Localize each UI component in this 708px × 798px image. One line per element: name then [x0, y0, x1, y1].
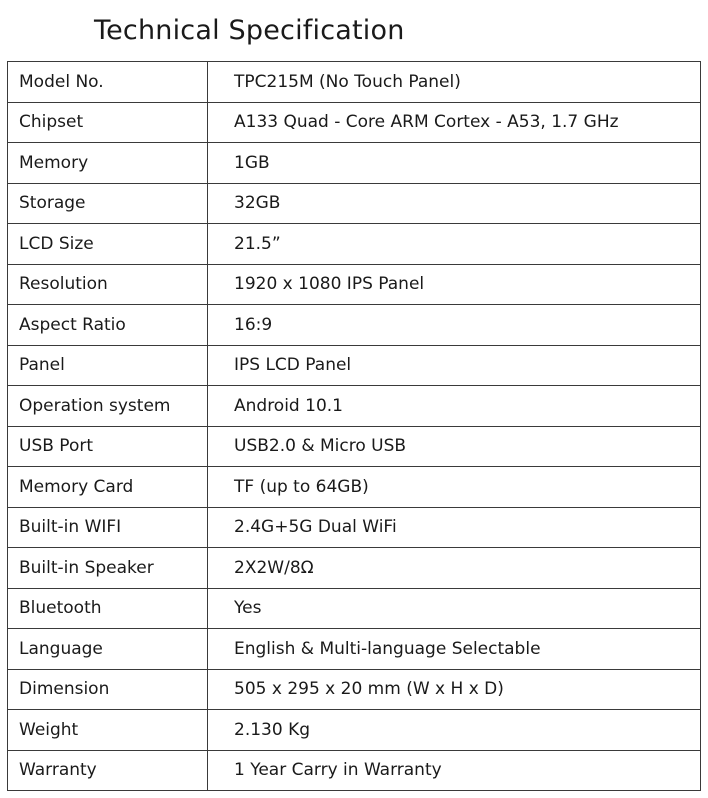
- spec-value: 1920 x 1080 IPS Panel: [208, 264, 701, 305]
- spec-value: TPC215M (No Touch Panel): [208, 62, 701, 103]
- table-row: [8, 710, 701, 751]
- table-row: [8, 345, 701, 386]
- spec-value: USB2.0 & Micro USB: [208, 426, 701, 467]
- table-row: [8, 629, 701, 670]
- spec-table-body: [8, 62, 701, 791]
- spec-label: Storage: [8, 183, 208, 224]
- table-row: [8, 224, 701, 265]
- spec-label: Language: [8, 629, 208, 670]
- spec-label: Resolution: [8, 264, 208, 305]
- spec-label: Memory Card: [8, 467, 208, 508]
- spec-value: 16:9: [208, 305, 701, 346]
- spec-value: TF (up to 64GB): [208, 467, 701, 508]
- spec-value: 32GB: [208, 183, 701, 224]
- table-row: [8, 548, 701, 589]
- table-row: [8, 62, 701, 103]
- table-row: [8, 102, 701, 143]
- spec-table: [7, 61, 701, 791]
- spec-label: Warranty: [8, 750, 208, 791]
- spec-label: Bluetooth: [8, 588, 208, 629]
- spec-label: Model No.: [8, 62, 208, 103]
- spec-label: Weight: [8, 710, 208, 751]
- table-row: [8, 305, 701, 346]
- spec-value: 1GB: [208, 143, 701, 184]
- spec-value: 2.130 Kg: [208, 710, 701, 751]
- table-row: [8, 669, 701, 710]
- table-row: [8, 143, 701, 184]
- spec-value: A133 Quad - Core ARM Cortex - A53, 1.7 GHz: [208, 102, 701, 143]
- table-row: [8, 588, 701, 629]
- table-row: [8, 750, 701, 791]
- spec-value: 2.4G+5G Dual WiFi: [208, 507, 701, 548]
- spec-label: Built-in Speaker: [8, 548, 208, 589]
- spec-value: 1 Year Carry in Warranty: [208, 750, 701, 791]
- table-row: [8, 264, 701, 305]
- table-row: [8, 426, 701, 467]
- spec-value: IPS LCD Panel: [208, 345, 701, 386]
- spec-label: Memory: [8, 143, 208, 184]
- spec-label: Built-in WIFI: [8, 507, 208, 548]
- spec-label: Dimension: [8, 669, 208, 710]
- spec-label: Operation system: [8, 386, 208, 427]
- page-title: Technical Specification: [94, 15, 405, 46]
- spec-label: USB Port: [8, 426, 208, 467]
- table-row: [8, 507, 701, 548]
- spec-label: Panel: [8, 345, 208, 386]
- spec-label: Chipset: [8, 102, 208, 143]
- spec-label: Aspect Ratio: [8, 305, 208, 346]
- table-row: [8, 183, 701, 224]
- spec-value: 505 x 295 x 20 mm (W x H x D): [208, 669, 701, 710]
- spec-value: 21.5”: [208, 224, 701, 265]
- table-row: [8, 467, 701, 508]
- spec-value: Yes: [208, 588, 701, 629]
- spec-label: LCD Size: [8, 224, 208, 265]
- table-row: [8, 386, 701, 427]
- spec-value: English & Multi-language Selectable: [208, 629, 701, 670]
- spec-value: Android 10.1: [208, 386, 701, 427]
- spec-value: 2X2W/8Ω: [208, 548, 701, 589]
